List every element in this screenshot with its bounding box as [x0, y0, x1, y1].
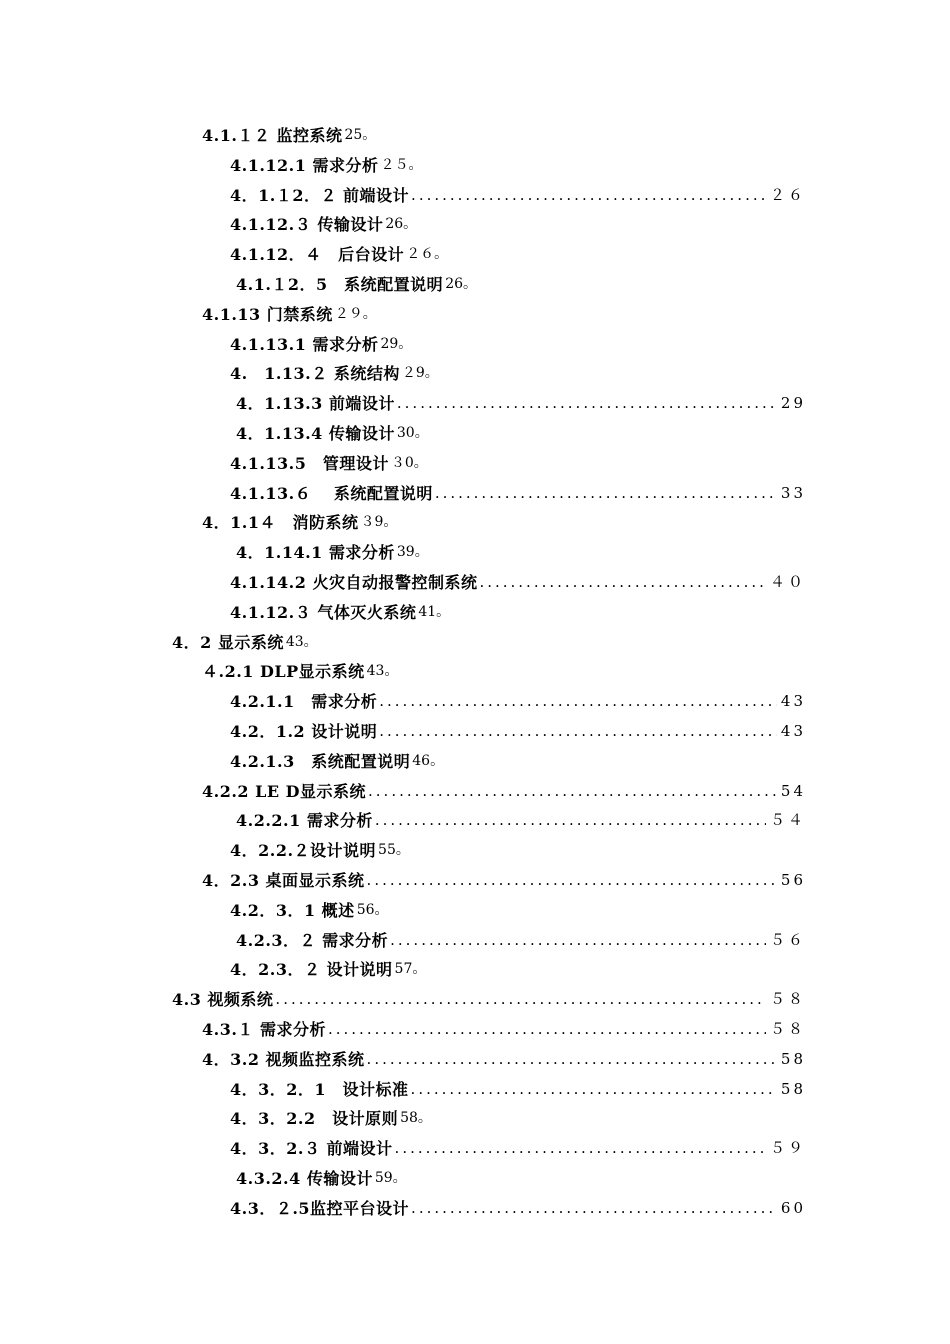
toc-entry[interactable]: [0, 1164, 950, 1194]
toc-entry-page: ２9。: [401, 365, 439, 382]
toc-entry[interactable]: [0, 508, 950, 538]
toc-entry-page: 29。: [380, 335, 413, 352]
toc-entry[interactable]: [0, 1134, 806, 1164]
toc-entry-label: 4.2.2 LE D显示系统: [202, 781, 367, 801]
toc-entry[interactable]: [0, 538, 950, 568]
toc-entry-page: 55。: [378, 842, 410, 859]
toc-leader-dots: [395, 1134, 766, 1164]
toc-entry-label: 4.1.14.2 火灾自动报警控制系统: [230, 572, 478, 592]
toc-leader-dots: [411, 1075, 777, 1105]
toc-entry[interactable]: [0, 955, 950, 985]
toc-entry-page: 46。: [412, 752, 445, 769]
toc-entry-label: 4．1.１2．２ 前端设计: [230, 185, 410, 205]
toc-entry-label: 4.2.1.3 系统配置说明: [230, 751, 411, 771]
toc-leader-dots: [397, 389, 777, 419]
toc-entry-label: 4. 1.13.２ 系统结构: [230, 364, 400, 384]
toc-entry[interactable]: [0, 657, 950, 687]
toc-entry[interactable]: [0, 747, 950, 777]
toc-entry-page: 58。: [400, 1110, 432, 1127]
toc-entry[interactable]: [0, 419, 950, 449]
toc-leader-dots: [390, 926, 766, 956]
toc-entry[interactable]: [0, 777, 806, 807]
toc-entry-page: 26。: [385, 216, 418, 233]
toc-entry-label: 4．3.2 视频监控系统: [202, 1049, 365, 1069]
toc-entry[interactable]: [0, 359, 950, 389]
toc-entry-page: ５８: [769, 1019, 806, 1038]
toc-entry[interactable]: [0, 389, 806, 419]
toc-leader-dots: [411, 181, 766, 211]
toc-entry[interactable]: [0, 926, 806, 956]
toc-entry-label: 4.1.12．４ 后台设计: [230, 245, 405, 265]
toc-entry-page: 56。: [356, 901, 389, 918]
toc-entry-page: 25。: [344, 127, 377, 143]
toc-entry-label: 4.1.13.６ 系统配置说明: [230, 483, 433, 503]
toc-entry[interactable]: [0, 210, 950, 240]
toc-entry-label: 4．1.14.1 需求分析: [236, 543, 395, 563]
toc-entry-label: 4.3.１ 需求分析: [202, 1019, 326, 1039]
toc-entry-page: ５８: [769, 990, 806, 1009]
toc-leader-dots: [328, 1015, 766, 1045]
toc-entry-label: 4．2 显示系统: [172, 632, 284, 652]
toc-entry-label: 4.1.12.３ 传输设计: [230, 215, 384, 235]
toc-entry-label: 4．2.3．２ 设计说明: [230, 960, 393, 980]
toc-entry-label: 4.2．1.2 设计说明: [230, 721, 378, 741]
toc-entry-page: 39。: [396, 544, 429, 561]
toc-entry-page: 57。: [394, 961, 427, 978]
toc-entry-label: 4.2．3．1 概述: [230, 900, 355, 920]
toc-entry-page: 54: [780, 781, 806, 800]
toc-entry-page: ４０: [769, 572, 806, 591]
toc-entry-page: 41。: [418, 603, 451, 620]
toc-entry[interactable]: [0, 717, 806, 747]
toc-entry-label: 4．1.13.4 传输设计: [236, 423, 395, 443]
toc-leader-dots: [479, 568, 766, 598]
toc-entry[interactable]: [0, 330, 950, 360]
toc-entry-page: 29: [780, 394, 806, 413]
toc-entry-page: 58: [780, 1049, 806, 1068]
toc-entry[interactable]: [0, 270, 950, 300]
toc-entry-label: 4．3．2．1 设计标准: [230, 1079, 409, 1099]
toc-entry[interactable]: [0, 568, 806, 598]
toc-entry-label: 4.1.１2．5 系统配置说明: [236, 274, 444, 294]
toc-entry-label: 4.2.2.1 需求分析: [236, 811, 373, 831]
toc-entry-label: 4．1.13.3 前端设计: [236, 394, 395, 414]
toc-entry[interactable]: [0, 985, 806, 1015]
toc-leader-dots: [275, 985, 766, 1015]
toc-entry[interactable]: [0, 806, 806, 836]
toc-entry-page: 30。: [396, 424, 429, 441]
toc-entry-page: 56: [780, 870, 806, 889]
toc-leader-dots: [368, 777, 777, 807]
toc-entry[interactable]: [0, 151, 950, 181]
toc-entry-label: 4．2.2.２设计说明: [230, 841, 377, 861]
toc-entry[interactable]: [0, 121, 950, 151]
toc-entry-label: 4．2.3 桌面显示系统: [202, 870, 365, 890]
toc-entry[interactable]: [0, 1104, 950, 1134]
toc-entry-page: ５４: [769, 811, 806, 830]
toc-entry-label: 4.2.3．２ 需求分析: [236, 930, 389, 950]
toc-entry-label: ４.2.1 DLP显示系统: [202, 662, 365, 682]
table-of-contents: [0, 121, 950, 1223]
toc-entry[interactable]: [0, 836, 950, 866]
toc-entry-page: 43。: [366, 663, 399, 680]
toc-entry[interactable]: [0, 1045, 806, 1075]
toc-entry-page: 58: [780, 1079, 806, 1098]
toc-entry-label: 4.3．２.5监控平台设计: [230, 1198, 410, 1218]
toc-leader-dots: [379, 687, 777, 717]
toc-entry-page: 43: [780, 692, 806, 711]
toc-entry-label: 4.1.13.5 管理设计: [230, 453, 389, 473]
toc-entry[interactable]: [0, 181, 806, 211]
toc-entry[interactable]: [0, 687, 806, 717]
toc-entry[interactable]: [0, 1194, 806, 1224]
toc-entry-label: 4.3 视频系统: [172, 990, 274, 1010]
toc-leader-dots: [367, 1045, 777, 1075]
toc-entry-label: 4.1.12.３ 气体灭火系统: [230, 602, 417, 622]
toc-entry-page: ２６。: [406, 246, 449, 263]
toc-entry[interactable]: [0, 240, 950, 270]
toc-entry-label: 4.3.2.4 传输设计: [236, 1168, 373, 1188]
toc-entry-page: 43: [780, 721, 806, 740]
toc-entry-label: 4．1.1４ 消防系统: [202, 513, 359, 533]
toc-entry-page: 26。: [445, 275, 478, 292]
toc-entry[interactable]: [0, 1075, 806, 1105]
toc-entry-page: ２６: [769, 185, 806, 204]
toc-entry[interactable]: [0, 628, 950, 658]
toc-entry[interactable]: [0, 866, 806, 896]
toc-entry-page: ３9。: [360, 514, 398, 531]
toc-entry-page: ２５。: [380, 156, 423, 173]
toc-entry-label: 4．3．2.2 设计原则: [230, 1109, 399, 1129]
toc-entry-page: 59。: [374, 1169, 407, 1186]
toc-entry-label: 4.1.12.1 需求分析: [230, 155, 379, 175]
toc-entry[interactable]: [0, 449, 950, 479]
toc-entry[interactable]: [0, 300, 950, 330]
toc-leader-dots: [411, 1194, 777, 1224]
toc-leader-dots: [379, 717, 777, 747]
toc-entry-page: 43。: [285, 633, 318, 650]
toc-entry-page: 33: [780, 483, 806, 502]
toc-leader-dots: [435, 479, 777, 509]
toc-entry-page: ２９。: [334, 305, 377, 322]
toc-entry[interactable]: [0, 598, 950, 628]
toc-entry-label: 4.1.１２ 监控系统: [202, 126, 343, 145]
toc-leader-dots: [367, 866, 777, 896]
toc-entry-label: 4．3．2.３ 前端设计: [230, 1139, 393, 1159]
toc-entry-label: 4.2.1.1 需求分析: [230, 692, 378, 712]
toc-entry-label: 4.1.13.1 需求分析: [230, 334, 379, 354]
toc-leader-dots: [375, 806, 766, 836]
toc-entry[interactable]: [0, 1015, 806, 1045]
toc-entry-label: 4.1.13 门禁系统: [202, 304, 333, 324]
toc-entry-page: ５９: [769, 1139, 806, 1158]
toc-entry-page: 60: [780, 1198, 806, 1217]
toc-entry[interactable]: [0, 896, 950, 926]
toc-entry-page: ５６: [769, 930, 806, 949]
toc-entry-page: ３0。: [390, 454, 428, 471]
toc-entry[interactable]: [0, 479, 806, 509]
